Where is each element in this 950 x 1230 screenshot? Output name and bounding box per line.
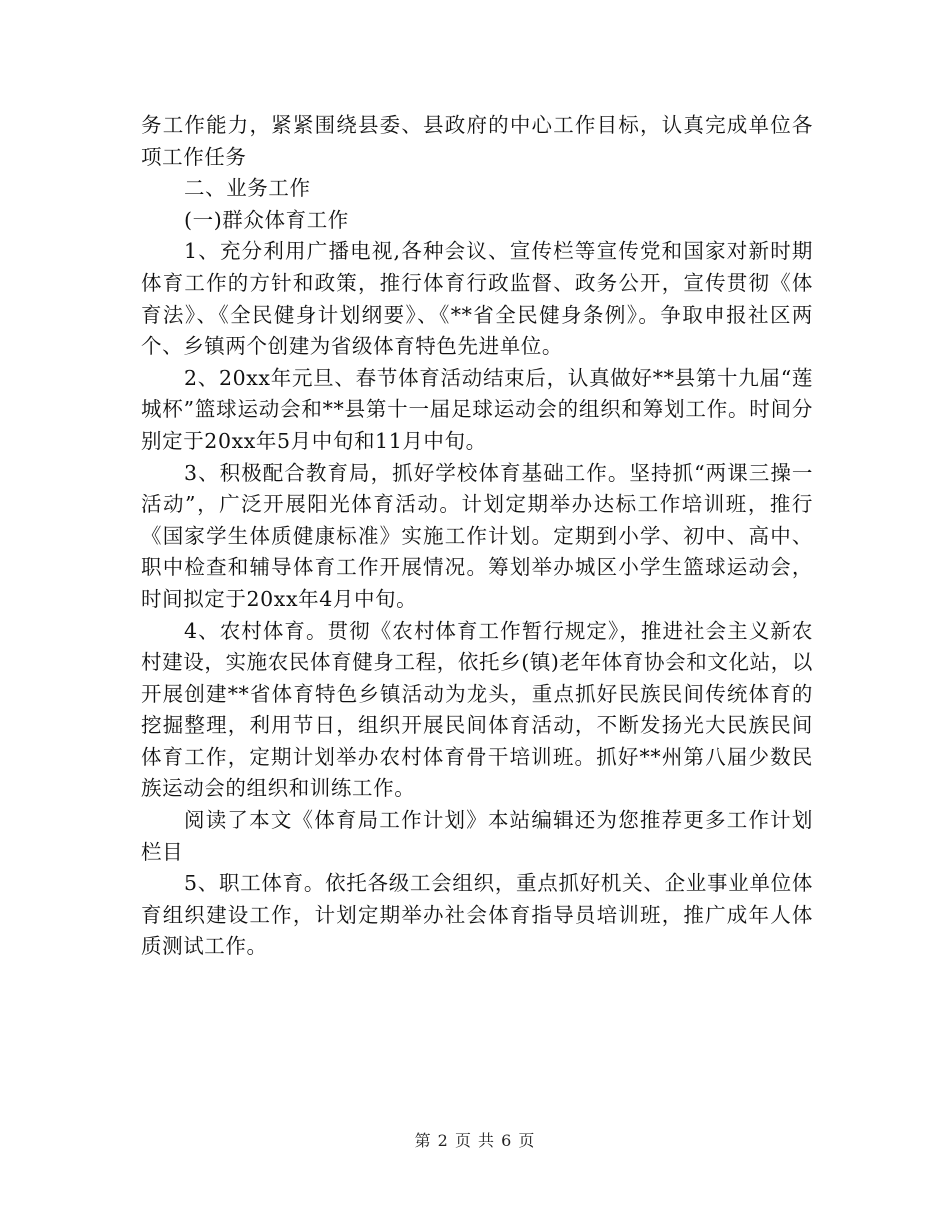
paragraph-item-3: 3、积极配合教育局，抓好学校体育基础工作。坚持抓“两课三操一活动”，广泛开展阳光体育活动。计划定期举办达标工作培训班，推行《国家学生体质健康标准》实施工作计划。定期到小学、初中、高中、职中检查和辅导体育工作开展情况。筹划举办城区小学生篮球运动会，时间拟定于20xx年4月中旬。 [141,460,813,611]
paragraph-continuation: 务工作能力，紧紧围绕县委、县政府的中心工作目标，认真完成单位各项工作任务 [141,113,813,169]
subsection-heading: (一)群众体育工作 [184,207,349,232]
document-body [141,110,813,963]
paragraph-recommendation: 阅读了本文《体育局工作计划》本站编辑还为您推荐更多工作计划栏目 [141,808,813,864]
paragraph-item-2: 2、20xx年元旦、春节体育活动结束后，认真做好**县第十九届“莲城杯”篮球运动会和**县第十一届足球运动会的组织和筹划工作。时间分别定于20xx年5月中旬和11月中旬。 [141,365,813,453]
paragraph-item-1: 1、充分利用广播电视,各种会议、宣传栏等宣传党和国家对新时期体育工作的方针和政策，推行体育行政监督、政务公开，宣传贯彻《体育法》、《全民健身计划纲要》、《**省全民健身条例》。争取申报社区两个、乡镇两个创建为省级体育特色先进单位。 [141,239,813,359]
paragraph-item-4: 4、农村体育。贯彻《农村体育工作暂行规定》，推进社会主义新农村建设，实施农民体育健身工程，依托乡(镇)老年体育协会和文化站，以开展创建**省体育特色乡镇活动为龙头，重点抓好民族民间传统体育的挖掘整理，利用节日，组织开展民间体育活动，不断发扬光大民族民间体育工作，定期计划举办农村体育骨干培训班。抓好**州第八届少数民族运动会的组织和训练工作。 [141,618,813,801]
paragraph-item-5: 5、职工体育。依托各级工会组织，重点抓好机关、企业事业单位体育组织建设工作，计划定期举办社会体育指导员培训班，推广成年人体质测试工作。 [141,871,813,959]
page-number-footer: 第 2 页 共 6 页 [414,1131,536,1150]
section-heading: 二、业务工作 [184,176,311,201]
